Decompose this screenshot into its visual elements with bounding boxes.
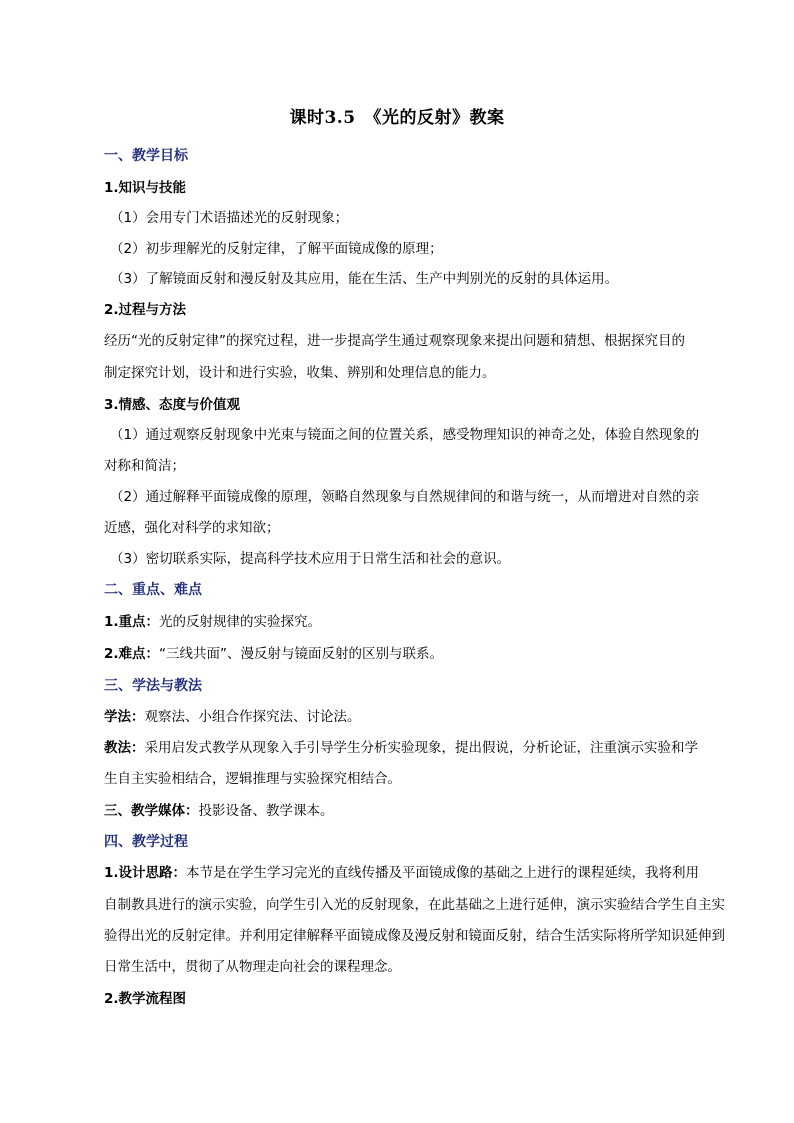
paragraph-line: （1）通过观察反射现象中光束与镜面之间的位置关系，感受物理知识的神奇之处，体验自然现象的 — [110, 427, 700, 443]
subheading-flowchart: 2.教学流程图 — [104, 991, 187, 1007]
key-point-line — [104, 612, 321, 632]
key-point-text: 光的反射规律的实验探究。 — [159, 614, 322, 630]
media-line — [104, 801, 334, 821]
paragraph-line: 对称和简洁； — [104, 458, 185, 474]
teaching-method-label: 教法： — [104, 740, 145, 756]
paragraph-line: 经历“光的反射定律”的探究过程，进一步提高学生通过观察现象来提出问题和猜想、根据探究目的 — [104, 333, 685, 349]
teaching-method-text: 采用启发式教学从现象入手引导学生分析实验现象，提出假说，分析论证，注重演示实验和学 — [144, 740, 698, 756]
knowledge-item: （2）初步理解光的反射定律，了解平面镜成像的原理； — [110, 241, 443, 257]
knowledge-item: （1）会用专门术语描述光的反射现象； — [110, 210, 349, 226]
page-title: 课时3.5 《光的反射》教案 — [289, 108, 505, 128]
section-heading-key-points: 二、重点、难点 — [104, 582, 202, 598]
paragraph-line: 生自主实验相结合，逻辑推理与实验探究相结合。 — [104, 771, 401, 787]
knowledge-item: （3）了解镜面反射和漫反射及其应用，能在生活、生产中判别光的反射的具体运用。 — [110, 271, 619, 287]
subheading-process: 2.过程与方法 — [104, 302, 187, 318]
paragraph-line: 验得出光的反射定律。并利用定律解释平面镜成像及漫反射和镜面反射，结合生活实际将所学知识延伸到 — [104, 928, 725, 944]
section-heading-methods: 三、学法与教法 — [104, 678, 202, 694]
subheading-attitude: 3.情感、态度与价值观 — [104, 397, 241, 413]
difficulty-label: 2.难点： — [104, 646, 160, 662]
learning-method-text: 观察法、小组合作探究法、讨论法。 — [144, 709, 361, 725]
learning-method-label: 学法： — [104, 709, 145, 725]
difficulty-line — [104, 644, 443, 664]
section-heading-process: 四、教学过程 — [104, 834, 188, 850]
design-label: 1.设计思路： — [104, 865, 187, 881]
media-label: 三、教学媒体： — [104, 803, 199, 819]
media-text: 投影设备、教学课本。 — [198, 803, 334, 819]
key-point-label: 1.重点： — [104, 614, 160, 630]
learning-method-line — [104, 707, 361, 727]
design-line — [104, 863, 699, 883]
paragraph-line: 近感，强化对科学的求知欲； — [104, 520, 280, 536]
design-text: 本节是在学生学习完光的直线传播及平面镜成像的基础之上进行的课程延续，我将利用 — [186, 865, 700, 881]
subheading-knowledge: 1.知识与技能 — [104, 180, 187, 196]
section-heading-goals: 一、教学目标 — [104, 148, 188, 164]
paragraph-line: 日常生活中，贯彻了从物理走向社会的课程理念。 — [104, 959, 401, 975]
teaching-method-line — [104, 738, 698, 758]
difficulty-text: “三线共面”、漫反射与镜面反射的区别与联系。 — [159, 646, 444, 662]
paragraph-line: 制定探究计划，设计和进行实验，收集、辨别和处理信息的能力。 — [104, 365, 496, 381]
paragraph-line: （3）密切联系实际，提高科学技术应用于日常生活和社会的意识。 — [110, 551, 511, 567]
paragraph-line: （2）通过解释平面镜成像的原理，领略自然现象与自然规律间的和谐与统一，从而增进对自然的亲 — [110, 489, 700, 505]
paragraph-line: 自制教具进行的演示实验，向学生引入光的反射现象，在此基础之上进行延伸，演示实验结合学生自主实 — [104, 897, 725, 913]
